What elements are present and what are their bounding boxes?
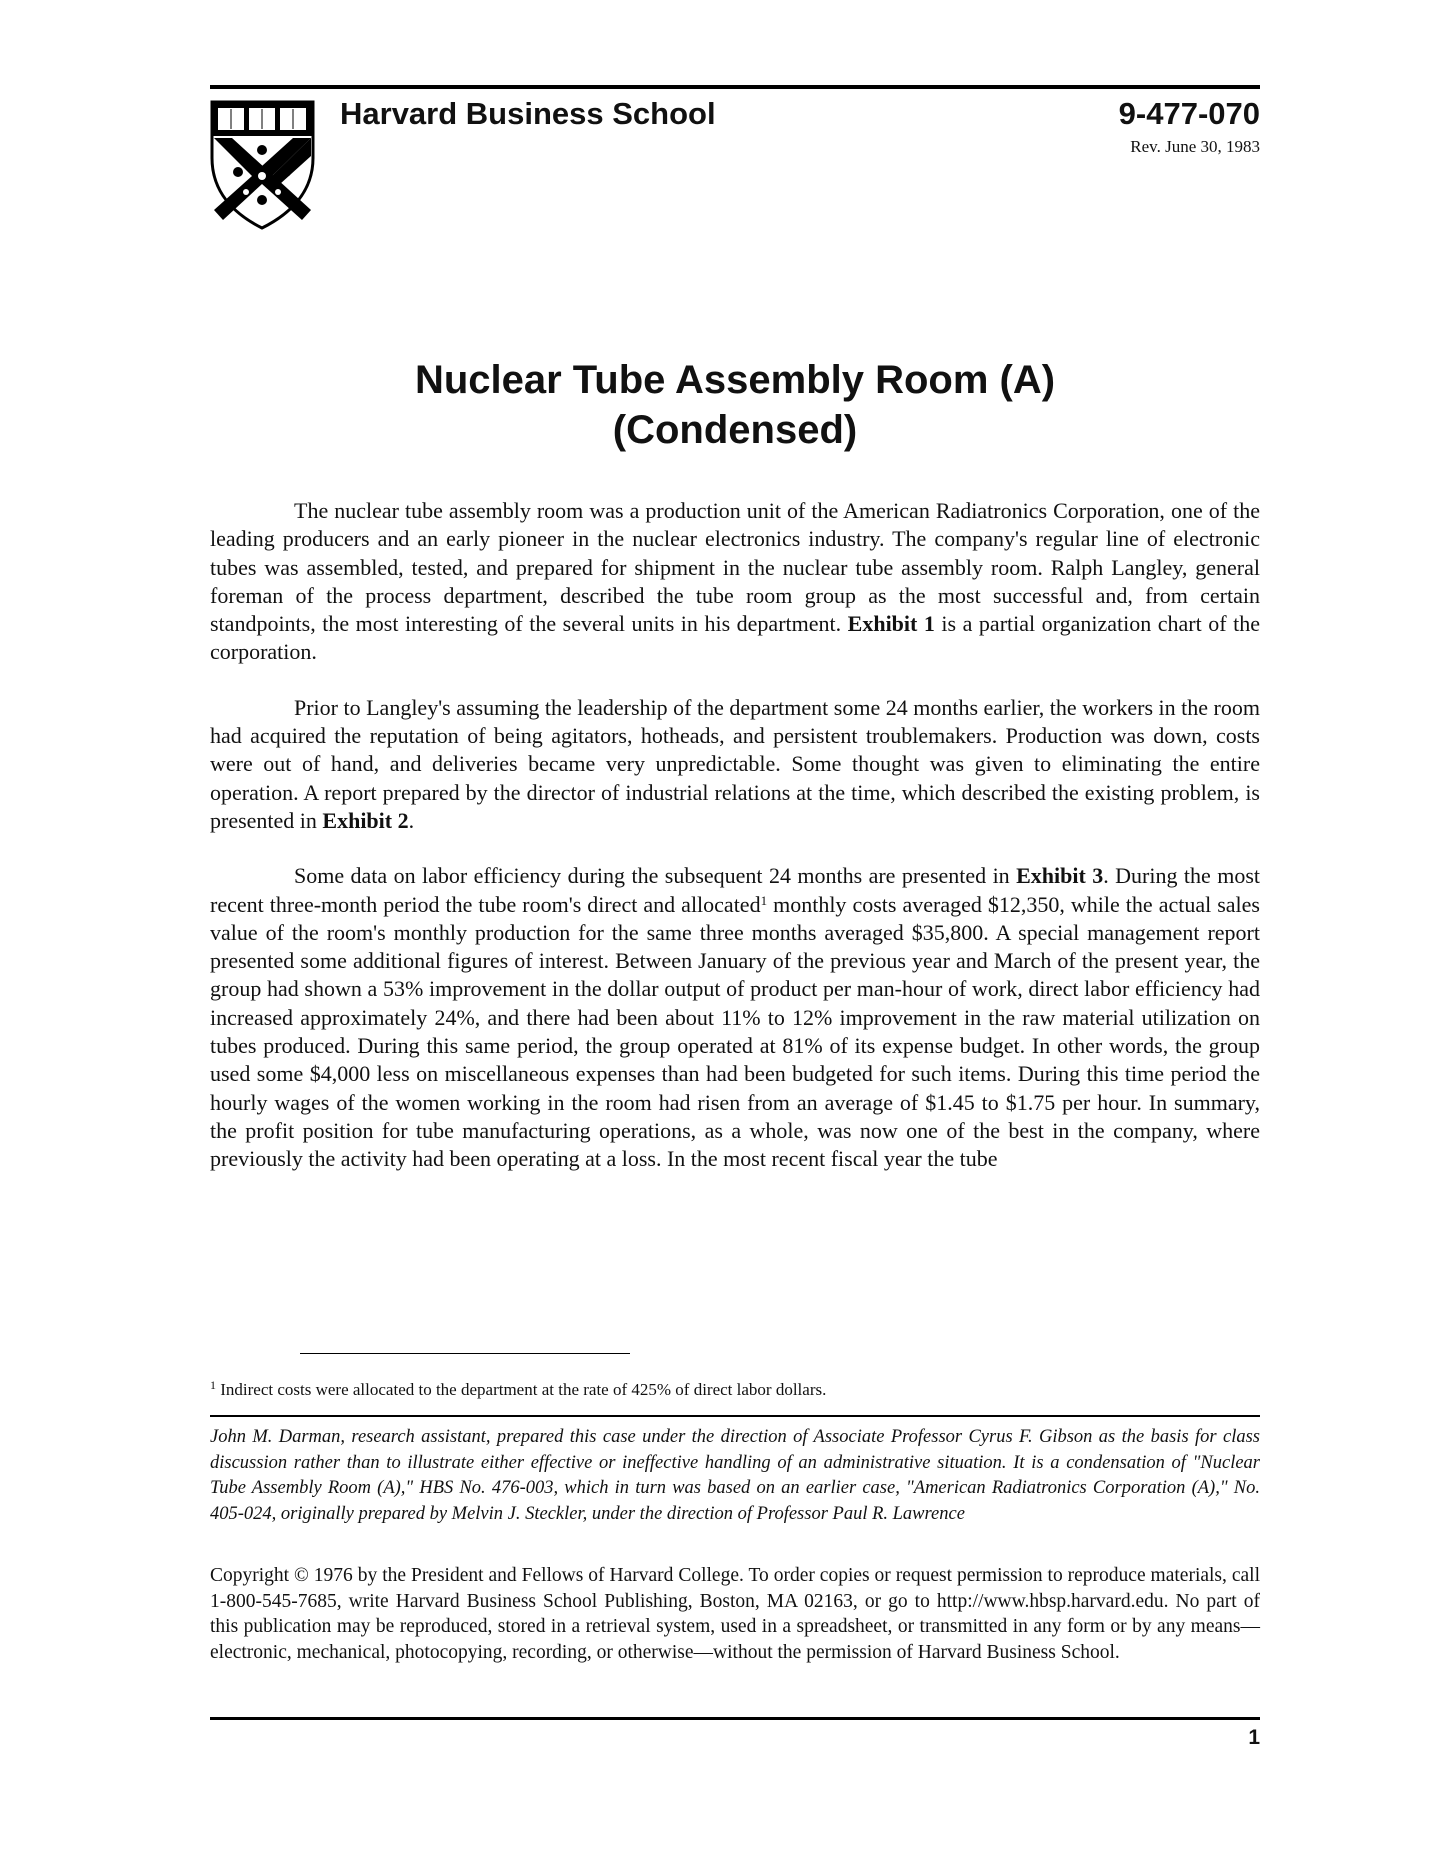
footer-rule (210, 1717, 1260, 1720)
hbs-shield-logo (210, 100, 315, 230)
footnote-rule (300, 1353, 630, 1354)
revision-date: Rev. June 30, 1983 (1130, 137, 1260, 156)
paragraph-text: is a partial organization chart of the corporation. (210, 611, 1260, 665)
footnote-reference: 1 (760, 892, 768, 908)
paragraph-1 (210, 497, 1260, 667)
paragraph-text: Prior to Langley's assuming the leadership of the department some 24 months earlier, the workers in the room had acquired the reputation of being agitators, hotheads, and persistent troublemakers. Production was down, costs were out of hand, and deliveries became very unpredictable. Some thought was given to eliminating the entire operation. A report prepared by the director of industrial relations at the time, which described the existing problem, is presented in (210, 694, 1260, 833)
author-credit: John M. Darman, research assistant, prepared this case under the direction of Associate Professor Cyrus F. Gibson as the basis for class discussion rather than to illustrate either effective or ineffective handling of an administrative situation. It is a condensation of "Nuclear Tube Assembly Room (A)," HBS No. 476-003, which in turn was based on an earlier case, "American Radiatronics Corporation (A)," No. 405-024, originally prepared by Melvin J. Steckler, under the direction of Professor Paul R. Lawrence (210, 1427, 1260, 1524)
paragraph-text: Some data on labor efficiency during the subsequent 24 months are presented in (294, 863, 1017, 889)
paragraph-2 (210, 694, 1260, 835)
school-name: Harvard Business School (340, 96, 716, 131)
title-line-2: (Condensed) (612, 408, 858, 452)
header-rule (210, 85, 1260, 89)
copyright-notice: Copyright © 1976 by the President and Fellows of Harvard College. To order copies or request permission to reproduce materials, call 1-800-545-7685, write Harvard Business School Publishing, Boston, MA 02163, or go to http://www.hbsp.harvard.edu. No part of this publication may be reproduced, stored in a retrieval system, used in a spreadsheet, or transmitted in any form or by any means—electronic, mechanical, photocopying, recording, or otherwise—without the permission of Harvard Business School. (210, 1565, 1260, 1663)
case-number: 9-477-070 (1118, 96, 1260, 131)
paragraph-text: The nuclear tube assembly room was a production unit of the American Radiatronics Corporation, one of the leading producers and an early pioneer in the nuclear electronics industry. The company's regular line of electronic tubes was assembled, tested, and prepared for shipment in the nuclear tube assembly room. Ralph Langley, general foreman of the process department, described the tube room group as the most successful and, from certain standpoints, the most interesting of the several units in his department. (210, 498, 1260, 637)
title-line-1: Nuclear Tube Assembly Room (A) (414, 358, 1056, 402)
credit-rule (210, 1415, 1260, 1417)
document-title (210, 355, 1260, 455)
paragraph-text: . During the most recent three-month period the tube room's direct and allocated (210, 863, 1260, 917)
paragraph-text: monthly costs averaged $12,350, while the actual sales value of the room's monthly production for the same three months averaged $35,800. A special management report presented some additional figures of interest. Between January of the previous year and March of the present year, the group had shown a 53% improvement in the dollar output of product per man-hour of work, direct labor efficiency had increased approximately 24%, and there had been about 11% to 12% improvement in the raw material utilization on tubes produced. During this same period, the group operated at 81% of its expense budget. In other words, the group used some $4,000 less on miscellaneous expenses than had been budgeted for such items. During this time period the hourly wages of the women working in the room had risen from an average of $1.45 to $1.75 per hour. In summary, the profit position for tube manufacturing operations, as a whole, was now one of the best in the company, where previously the activity had been operating at a loss. In the most recent fiscal year the tube (210, 891, 1260, 1172)
body-text (210, 497, 1260, 1201)
page-number: 1 (1248, 1726, 1260, 1749)
exhibit-reference: Exhibit 3 (1016, 863, 1104, 889)
footnote-text: Indirect costs were allocated to the department at the rate of 425% of direct labor dollars. (216, 1380, 827, 1399)
paragraph-3 (210, 862, 1260, 1173)
exhibit-reference: Exhibit 1 (847, 611, 935, 637)
paragraph-text: . (408, 807, 415, 833)
footnote (210, 1380, 1260, 1400)
exhibit-reference: Exhibit 2 (322, 807, 409, 833)
footnote-number: 1 (210, 1378, 216, 1392)
